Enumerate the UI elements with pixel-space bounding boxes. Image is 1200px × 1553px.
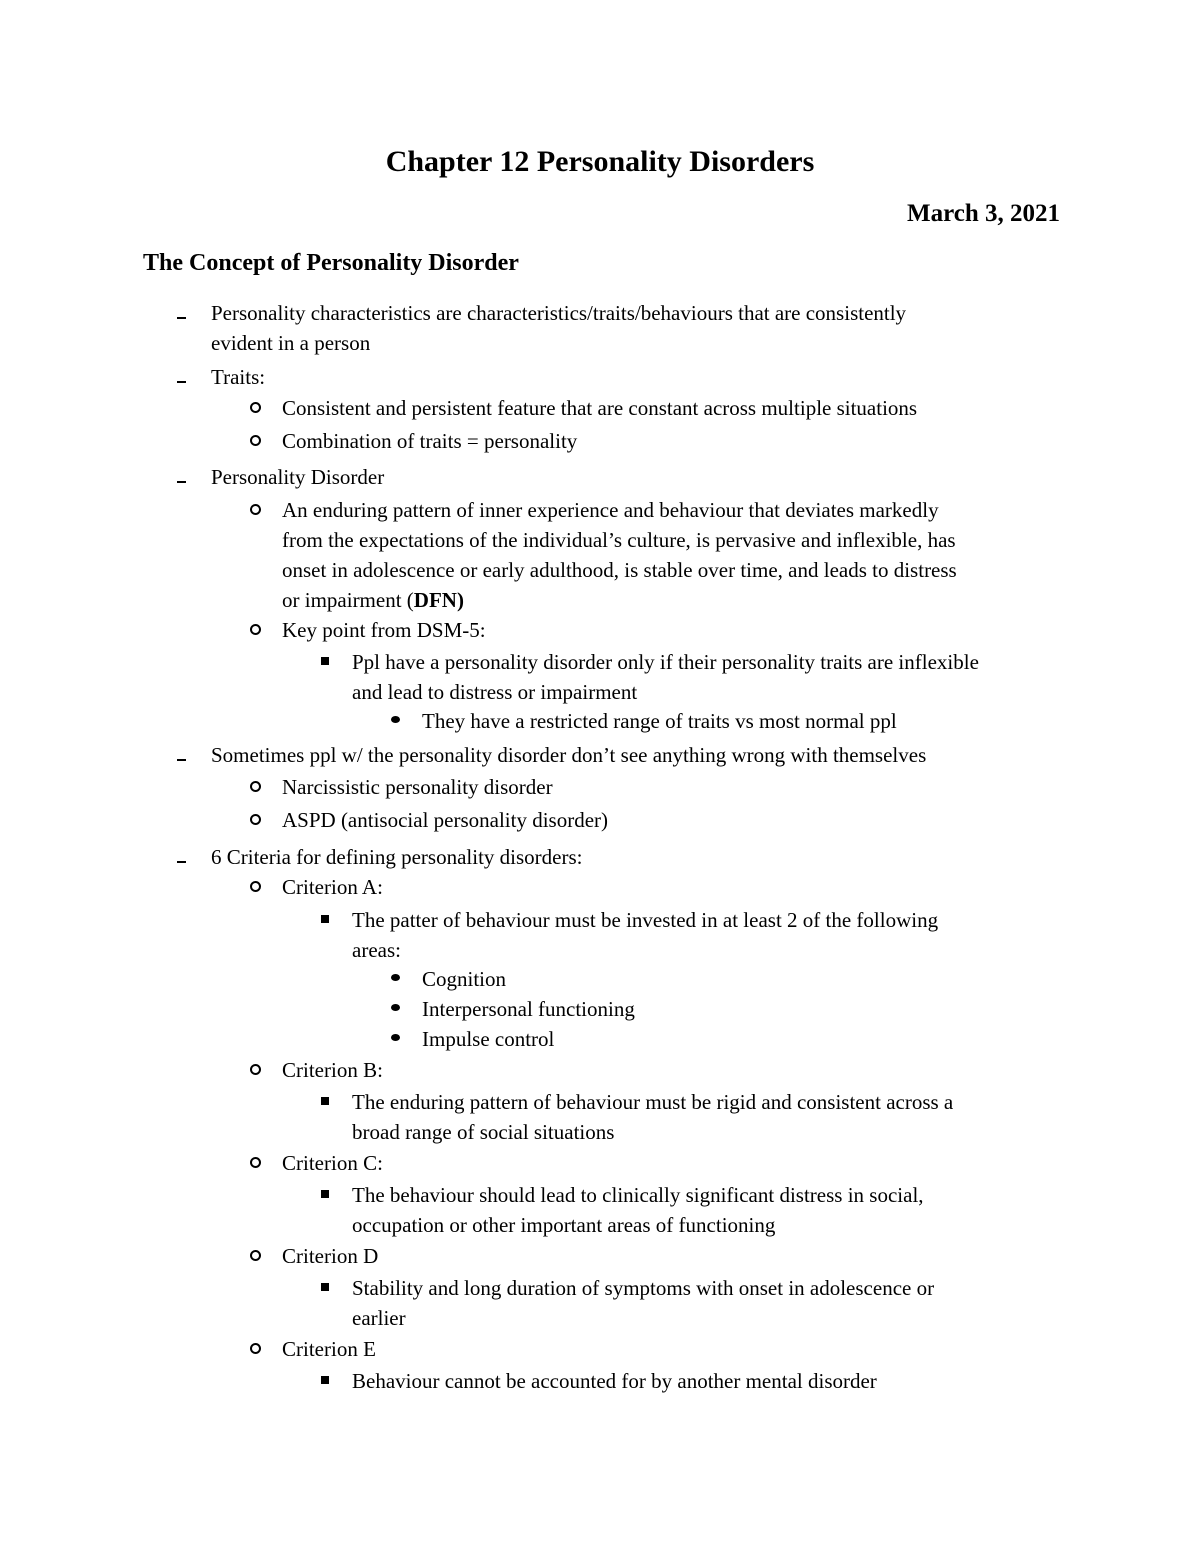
list-item-text: They have a restricted range of traits vs most normal ppl (422, 709, 897, 733)
list-item-text: Criterion E (282, 1337, 376, 1361)
list-item-text: areas: (352, 938, 401, 962)
section-heading: The Concept of Personality Disorder (143, 250, 519, 276)
list-item-text: Personality Disorder (211, 465, 385, 489)
dot-bullet-icon (391, 716, 400, 723)
list-item-line (352, 1366, 877, 1396)
dash-bullet-icon (177, 317, 186, 319)
list-item-text: Sometimes ppl w/ the personality disorder don’t see anything wrong with themselves (211, 743, 927, 767)
dash-bullet-icon (177, 481, 186, 483)
dash-bullet-icon (177, 861, 186, 863)
list-item-text: The enduring pattern of behaviour must be rigid and consistent across a (352, 1090, 954, 1114)
list-item-line (211, 842, 583, 872)
list-item-line (282, 805, 608, 835)
list-item-line (422, 1024, 554, 1054)
square-bullet-icon (321, 657, 329, 665)
list-item-text: evident in a person (211, 331, 371, 355)
circle-bullet-icon (250, 504, 261, 515)
list-item-text: Ppl have a personality disorder only if their personality traits are inflexible (352, 650, 979, 674)
list-item-line (282, 872, 383, 902)
circle-bullet-icon (250, 624, 261, 635)
list-item-text: 6 Criteria for defining personality disorders: (211, 845, 583, 869)
list-item-text: and lead to distress or impairment (352, 680, 638, 704)
list-item-text: Personality characteristics are characteristics/traits/behaviours that are consistently (211, 301, 907, 325)
circle-bullet-icon (250, 814, 261, 825)
list-item-text: Criterion B: (282, 1058, 383, 1082)
list-item-text: Consistent and persistent feature that are constant across multiple situations (282, 396, 918, 420)
list-item-text: Interpersonal functioning (422, 997, 635, 1021)
dot-bullet-icon (391, 974, 400, 981)
square-bullet-icon (321, 1097, 329, 1105)
circle-bullet-icon (250, 1064, 261, 1075)
square-bullet-icon (321, 915, 329, 923)
list-item-line (352, 1303, 406, 1333)
list-item-line (422, 994, 635, 1024)
list-item-text: Traits: (211, 365, 266, 389)
list-item-line (211, 328, 370, 358)
list-item-line (282, 393, 917, 423)
list-item-line (282, 1148, 383, 1178)
circle-bullet-icon (250, 1250, 261, 1261)
list-item-line (352, 905, 938, 935)
list-item-text: or impairment ( (282, 588, 414, 612)
circle-bullet-icon (250, 1157, 261, 1168)
list-item-text: An enduring pattern of inner experience and behaviour that deviates markedly (282, 498, 939, 522)
circle-bullet-icon (250, 402, 261, 413)
list-item-text: Narcissistic personality disorder (282, 775, 553, 799)
list-item-line (282, 1241, 378, 1271)
list-item-line (282, 495, 939, 525)
list-item-line (282, 1334, 376, 1364)
list-item-line (211, 740, 926, 770)
square-bullet-icon (321, 1190, 329, 1198)
list-item-text: Criterion C: (282, 1151, 383, 1175)
list-item-line (211, 362, 265, 392)
list-item-text: from the expectations of the individual’s culture, is pervasive and inflexible, has (282, 528, 956, 552)
list-item-text: occupation or other important areas of functioning (352, 1213, 776, 1237)
page-title: Chapter 12 Personality Disorders (385, 145, 815, 178)
list-item-line (282, 585, 464, 615)
list-item-text: Stability and long duration of symptoms with onset in adolescence or (352, 1276, 935, 1300)
circle-bullet-icon (250, 435, 261, 446)
square-bullet-icon (321, 1376, 329, 1384)
list-item-text: ASPD (antisocial personality disorder) (282, 808, 609, 832)
list-item-text: onset in adolescence or early adulthood, is stable over time, and leads to distress (282, 558, 957, 582)
list-item-text: broad range of social situations (352, 1120, 615, 1144)
list-item-line (352, 647, 979, 677)
circle-bullet-icon (250, 781, 261, 792)
circle-bullet-icon (250, 1343, 261, 1354)
list-item-line (352, 1210, 775, 1240)
list-item-line (282, 525, 956, 555)
list-item-text: The behaviour should lead to clinically significant distress in social, (352, 1183, 924, 1207)
list-item-line (352, 935, 401, 965)
dot-bullet-icon (391, 1034, 400, 1041)
list-item-text: Cognition (422, 967, 507, 991)
list-item-text: Combination of traits = personality (282, 429, 578, 453)
document-date: March 3, 2021 (907, 200, 1060, 227)
list-item-line (282, 555, 957, 585)
list-item-text: Criterion D (282, 1244, 379, 1268)
list-item-text: Impulse control (422, 1027, 555, 1051)
list-item-line (282, 426, 577, 456)
list-item-line (422, 706, 897, 736)
list-item-line (352, 1087, 953, 1117)
list-item-line (352, 1273, 934, 1303)
list-item-line (211, 462, 384, 492)
list-item-line (422, 964, 506, 994)
list-item-text: Criterion A: (282, 875, 383, 899)
list-item-text: earlier (352, 1306, 406, 1330)
list-item-text: The patter of behaviour must be invested in at least 2 of the following (352, 908, 939, 932)
list-item-line (282, 772, 553, 802)
list-item-line (211, 298, 906, 328)
list-item-line (352, 1117, 614, 1147)
circle-bullet-icon (250, 881, 261, 892)
list-item-text: Key point from DSM-5: (282, 618, 486, 642)
definition-tag: DFN) (413, 588, 464, 612)
dash-bullet-icon (177, 759, 186, 761)
dash-bullet-icon (177, 381, 186, 383)
list-item-line (352, 677, 637, 707)
list-item-line (282, 1055, 383, 1085)
square-bullet-icon (321, 1283, 329, 1291)
list-item-line (282, 615, 486, 645)
dot-bullet-icon (391, 1004, 400, 1011)
list-item-line (352, 1180, 924, 1210)
list-item-text: Behaviour cannot be accounted for by another mental disorder (352, 1369, 877, 1393)
